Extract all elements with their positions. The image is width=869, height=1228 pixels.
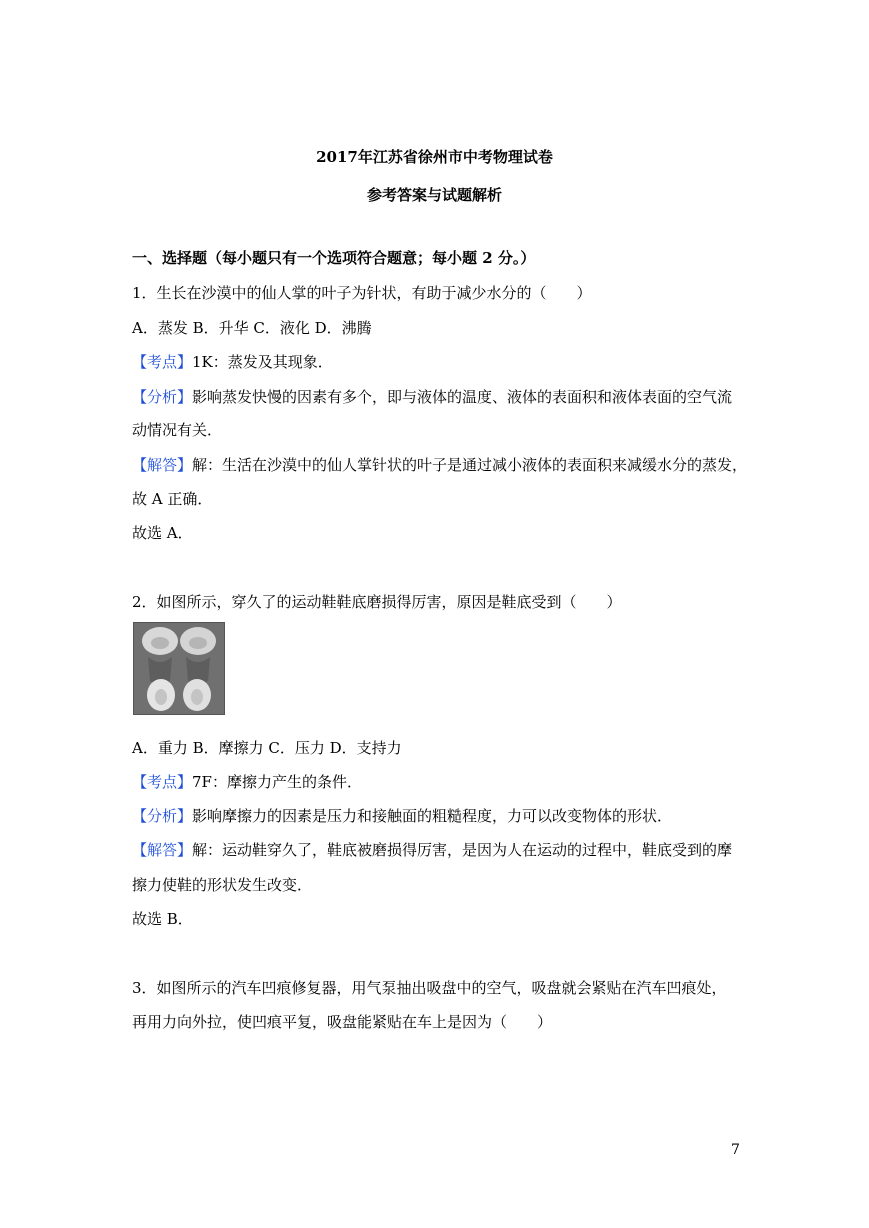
- question-2-kaodian: [132, 772, 362, 792]
- question-2-jieda-cont: 擦力使鞋的形状发生改变．: [132, 876, 313, 894]
- question-3-stem: 3．如图所示的汽车凹痕修复器，用气泵抽出吸盘中的空气，吸盘就会紧贴在汽车凹痕处，: [132, 979, 727, 997]
- kaodian-text: 7F：摩擦力产生的条件．: [192, 773, 362, 791]
- question-1-answer: 故选 A．: [132, 524, 193, 542]
- question-3-stem-cont: 再用力向外拉，使凹痕平复，吸盘能紧贴在车上是因为（ ）: [132, 1013, 553, 1031]
- question-1-options: A．蒸发 B．升华 C．液化 D．沸腾: [132, 319, 372, 337]
- fenxi-text: 影响摩擦力的因素是压力和接触面的粗糙程度，力可以改变物体的形状．: [192, 807, 673, 825]
- jieda-text: 解：生活在沙漠中的仙人掌针状的叶子是通过减小液体的表面积来减缓水分的蒸发，: [192, 456, 748, 474]
- question-1-fenxi-cont: 动情况有关．: [132, 421, 223, 439]
- page-subtitle: 参考答案与试题解析: [366, 186, 502, 204]
- jieda-text: 解：运动鞋穿久了，鞋底被磨损得厉害，是因为人在运动的过程中，鞋底受到的摩: [192, 841, 733, 859]
- fenxi-text: 影响蒸发快慢的因素有多个，即与液体的温度、液体的表面积和液体表面的空气流: [192, 388, 733, 406]
- question-2-answer: 故选 B．: [132, 910, 193, 928]
- jieda-tag: 【解答】: [132, 456, 193, 474]
- question-2-fenxi: [132, 806, 672, 826]
- kaodian-text: 1K：蒸发及其现象．: [192, 353, 333, 371]
- kaodian-tag: 【考点】: [132, 353, 193, 371]
- worn-shoe-soles-photo: [133, 622, 225, 715]
- question-2-jieda: [132, 840, 732, 860]
- fenxi-tag: 【分析】: [132, 388, 193, 406]
- jieda-tag: 【解答】: [132, 841, 193, 859]
- section-heading: 一、选择题（每小题只有一个选项符合题意；每小题 2 分。）: [132, 249, 536, 267]
- question-1-stem: 1．生长在沙漠中的仙人掌的叶子为针状，有助于减少水分的（ ）: [132, 284, 592, 302]
- question-1-jieda-cont: 故 A 正确．: [132, 490, 213, 508]
- question-1-fenxi: [132, 387, 732, 407]
- question-1-kaodian: [132, 352, 333, 372]
- page-title: 2017年江苏省徐州市中考物理试卷: [316, 148, 553, 166]
- question-2-stem: 2．如图所示，穿久了的运动鞋鞋底磨损得厉害，原因是鞋底受到（ ）: [132, 593, 622, 611]
- kaodian-tag: 【考点】: [132, 773, 193, 791]
- page-number: 7: [731, 1142, 740, 1158]
- question-2-options: A．重力 B．摩擦力 C．压力 D．支持力: [132, 739, 402, 757]
- fenxi-tag: 【分析】: [132, 807, 193, 825]
- question-1-jieda: [132, 455, 747, 475]
